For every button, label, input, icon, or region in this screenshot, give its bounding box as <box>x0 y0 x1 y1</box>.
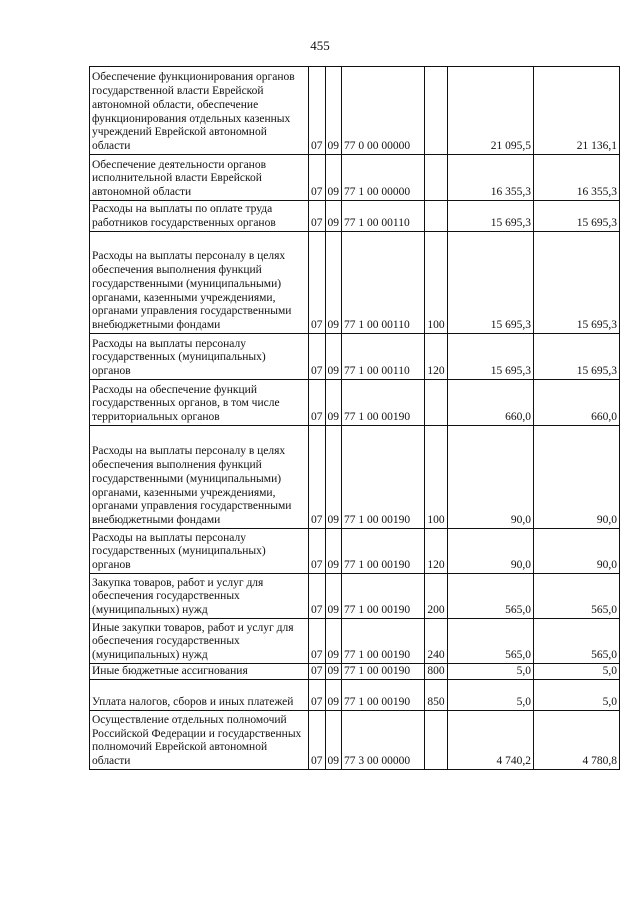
row-description: Расходы на выплаты персоналу в целях обеспечения выполнения функций государственными (муниципальными) органами, казенными учреждениями, органами управления государственными внебюджетными фондами <box>90 232 309 334</box>
expense-type-code: 120 <box>425 529 448 574</box>
amount-year-1: 660,0 <box>448 380 534 426</box>
table-row <box>90 201 620 232</box>
expense-type-code: 240 <box>425 619 448 664</box>
amount-year-1: 5,0 <box>448 664 534 680</box>
amount-year-1: 15 695,3 <box>448 232 534 334</box>
amount-year-1: 565,0 <box>448 574 534 619</box>
amount-year-1: 5,0 <box>448 680 534 711</box>
page-number: 455 <box>310 38 330 53</box>
row-description: Иные бюджетные ассигнования <box>90 664 309 680</box>
section-code: 07 <box>309 67 326 155</box>
section-code: 07 <box>309 380 326 426</box>
target-article-code: 77 1 00 00190 <box>342 619 425 664</box>
target-article-code: 77 1 00 00110 <box>342 232 425 334</box>
amount-year-1: 15 695,3 <box>448 334 534 380</box>
table-row <box>90 380 620 426</box>
subsection-code: 09 <box>325 680 342 711</box>
expense-type-code <box>425 711 448 770</box>
amount-year-2: 15 695,3 <box>534 232 620 334</box>
section-code: 07 <box>309 711 326 770</box>
section-code: 07 <box>309 574 326 619</box>
section-code: 07 <box>309 664 326 680</box>
table-row <box>90 334 620 380</box>
amount-year-2: 90,0 <box>534 426 620 529</box>
row-description: Осуществление отдельных полномочий Российской Федерации и государственных полномочий Еврейской автономной области <box>90 711 309 770</box>
target-article-code: 77 1 00 00190 <box>342 574 425 619</box>
section-code: 07 <box>309 201 326 232</box>
row-description: Расходы на выплаты персоналу государственных (муниципальных) органов <box>90 529 309 574</box>
section-code: 07 <box>309 334 326 380</box>
subsection-code: 09 <box>325 529 342 574</box>
budget-table <box>89 66 620 770</box>
expense-type-code: 100 <box>425 232 448 334</box>
section-code: 07 <box>309 426 326 529</box>
subsection-code: 09 <box>325 711 342 770</box>
subsection-code: 09 <box>325 201 342 232</box>
row-description: Уплата налогов, сборов и иных платежей <box>90 680 309 711</box>
amount-year-2: 15 695,3 <box>534 201 620 232</box>
target-article-code: 77 1 00 00110 <box>342 334 425 380</box>
section-code: 07 <box>309 155 326 201</box>
expense-type-code: 120 <box>425 334 448 380</box>
target-article-code: 77 3 00 00000 <box>342 711 425 770</box>
amount-year-2: 16 355,3 <box>534 155 620 201</box>
subsection-code: 09 <box>325 67 342 155</box>
amount-year-1: 15 695,3 <box>448 201 534 232</box>
row-description: Обеспечение деятельности органов исполнительной власти Еврейской автономной области <box>90 155 309 201</box>
amount-year-2: 21 136,1 <box>534 67 620 155</box>
subsection-code: 09 <box>325 232 342 334</box>
expense-type-code <box>425 155 448 201</box>
target-article-code: 77 1 00 00000 <box>342 155 425 201</box>
table-row <box>90 664 620 680</box>
section-code: 07 <box>309 680 326 711</box>
amount-year-2: 5,0 <box>534 680 620 711</box>
target-article-code: 77 0 00 00000 <box>342 67 425 155</box>
amount-year-2: 565,0 <box>534 574 620 619</box>
row-description: Обеспечение функционирования органов государственной власти Еврейской автономной области, обеспечение функционирования отдельных казенных учреждений Еврейской автономной области <box>90 67 309 155</box>
target-article-code: 77 1 00 00190 <box>342 664 425 680</box>
table-row <box>90 155 620 201</box>
row-description: Закупка товаров, работ и услуг для обеспечения государственных (муниципальных) нужд <box>90 574 309 619</box>
subsection-code: 09 <box>325 155 342 201</box>
table-row <box>90 711 620 770</box>
subsection-code: 09 <box>325 426 342 529</box>
expense-type-code <box>425 201 448 232</box>
table-row <box>90 619 620 664</box>
amount-year-1: 90,0 <box>448 426 534 529</box>
expense-type-code: 200 <box>425 574 448 619</box>
table-row <box>90 67 620 155</box>
expense-type-code: 100 <box>425 426 448 529</box>
target-article-code: 77 1 00 00190 <box>342 380 425 426</box>
amount-year-1: 21 095,5 <box>448 67 534 155</box>
row-description: Расходы на выплаты по оплате труда работников государственных органов <box>90 201 309 232</box>
subsection-code: 09 <box>325 334 342 380</box>
subsection-code: 09 <box>325 380 342 426</box>
section-code: 07 <box>309 529 326 574</box>
table-row <box>90 426 620 529</box>
amount-year-1: 16 355,3 <box>448 155 534 201</box>
amount-year-2: 5,0 <box>534 664 620 680</box>
amount-year-1: 4 740,2 <box>448 711 534 770</box>
expense-type-code <box>425 67 448 155</box>
table-row <box>90 529 620 574</box>
expense-type-code: 850 <box>425 680 448 711</box>
amount-year-2: 565,0 <box>534 619 620 664</box>
target-article-code: 77 1 00 00110 <box>342 201 425 232</box>
target-article-code: 77 1 00 00190 <box>342 529 425 574</box>
section-code: 07 <box>309 619 326 664</box>
target-article-code: 77 1 00 00190 <box>342 680 425 711</box>
row-description: Иные закупки товаров, работ и услуг для обеспечения государственных (муниципальных) нужд <box>90 619 309 664</box>
table-row <box>90 574 620 619</box>
amount-year-1: 90,0 <box>448 529 534 574</box>
table-row <box>90 680 620 711</box>
amount-year-2: 4 780,8 <box>534 711 620 770</box>
expense-type-code <box>425 380 448 426</box>
subsection-code: 09 <box>325 619 342 664</box>
amount-year-2: 90,0 <box>534 529 620 574</box>
subsection-code: 09 <box>325 574 342 619</box>
row-description: Расходы на обеспечение функций государственных органов, в том числе территориальных органов <box>90 380 309 426</box>
row-description: Расходы на выплаты персоналу государственных (муниципальных) органов <box>90 334 309 380</box>
subsection-code: 09 <box>325 664 342 680</box>
section-code: 07 <box>309 232 326 334</box>
target-article-code: 77 1 00 00190 <box>342 426 425 529</box>
amount-year-2: 660,0 <box>534 380 620 426</box>
table-row <box>90 232 620 334</box>
expense-type-code: 800 <box>425 664 448 680</box>
row-description: Расходы на выплаты персоналу в целях обеспечения выполнения функций государственными (муниципальными) органами, казенными учреждениями, органами управления государственными внебюджетными фондами <box>90 426 309 529</box>
amount-year-1: 565,0 <box>448 619 534 664</box>
amount-year-2: 15 695,3 <box>534 334 620 380</box>
